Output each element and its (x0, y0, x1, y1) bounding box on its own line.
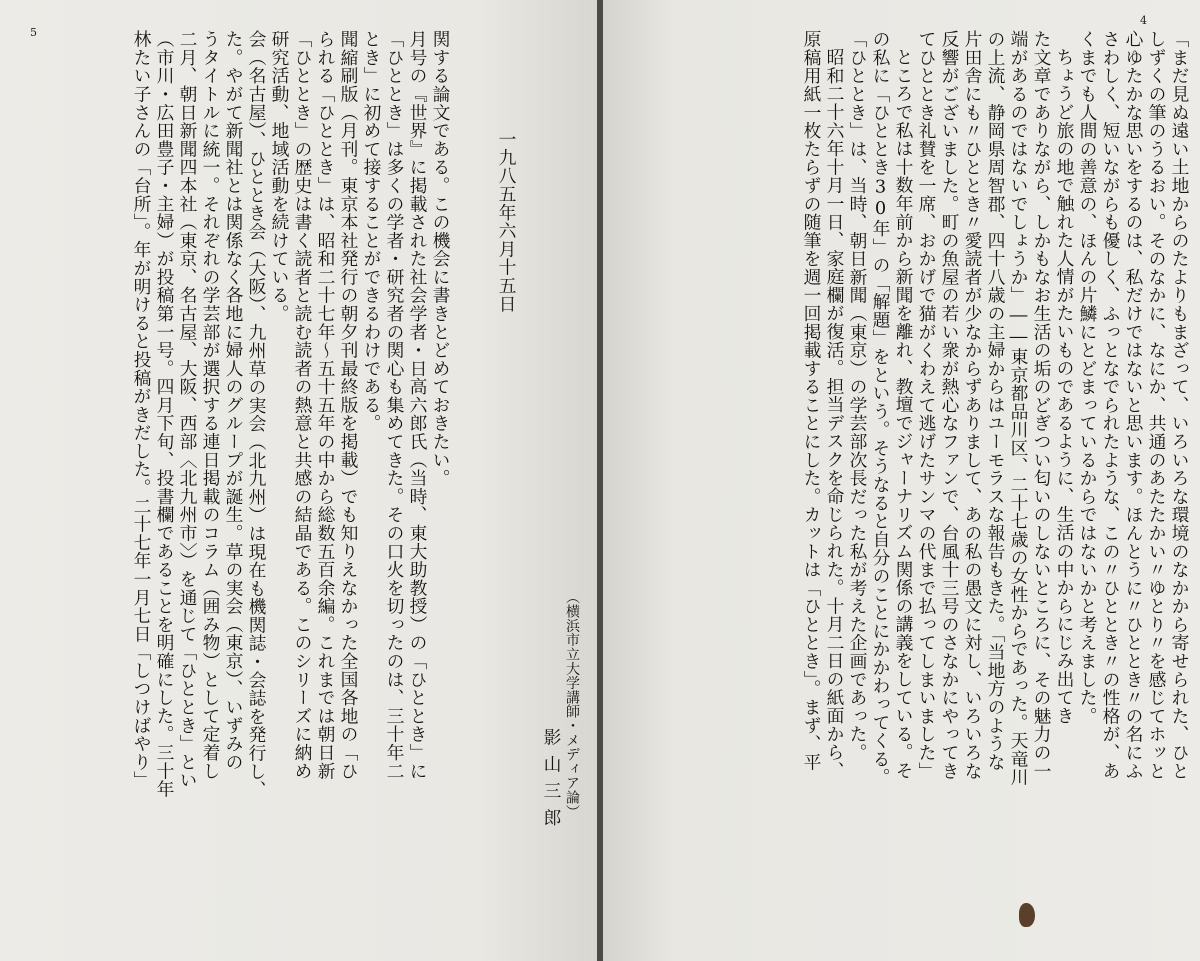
date-line: 一九八五年六月十五日 (496, 130, 517, 313)
text-column-10: 聞縮刷版（月刊。東京本社発行の朝夕刊最終版を掲載）でも知りえなかった全国各地の「ひ (338, 30, 359, 780)
page-number-right: 4 (1140, 14, 1147, 27)
text-column-17: 原稿用紙一枚たらずの随筆を週一回掲載することにした。カットは「ひととき」。まず、平 (801, 30, 822, 771)
author-affiliation: （横浜市立大学講師・メディア論） (564, 590, 580, 819)
text-column-6: ちょうど旅の地で触れた人情がたいものであるように、生活の中からにじみ出てき (1054, 48, 1075, 725)
text-column-13: 月号の『世界』に掲載された社会学者・日高六郎氏（当時、東大助教授）の「ひととき」に (407, 30, 428, 780)
text-column-5: くまでも人間の善意の、ほんの片鱗にとどまっているからではないかと考えました。 (1077, 30, 1098, 726)
text-column-4: うタイトルに統一。それぞれの学芸部が選択する連日掲載のコラム（囲み物）として定着し (200, 30, 221, 780)
text-column-1: 「まだ見ぬ遠い土地からのたよりもまざって、いろいろな環境のなかから寄せられた、ひと (1169, 30, 1190, 780)
text-column-2: （市川・広田豊子・主婦）が投稿第一号。四月下旬、投書欄であることを明確にした。三十年 (154, 30, 175, 799)
text-column-7: た文章でありながら、しかもなお生活の垢のどぎつい匂いのしないところに、その魅力の一 (1031, 30, 1052, 780)
text-column-9: の上流、静岡県周智郡、四十八歳の主婦からはユーモラスな報告もきた。「当地方のような (985, 30, 1006, 771)
text-column-8: 「ひととき」の歴史は書く読者と読む読者の熱意と共感の結晶である。このシリーズに納め (292, 30, 313, 780)
text-column-14: 関する論文である。この機会に書きとどめておきたい。 (430, 30, 451, 488)
right-page (603, 0, 1200, 961)
text-column-1: 林たい子さんの「台所」。年が明けると投稿がきだした。二十七年一月七日「しつけばやり」 (131, 30, 152, 790)
page-number-left: 5 (30, 26, 37, 39)
author-name: 影山三郎 (541, 728, 562, 836)
text-column-7: 研究活動、地域活動を続けている。 (269, 30, 290, 323)
ink-stain (1019, 903, 1035, 927)
text-column-12: てひととき礼賛を一席、おかげで猫がくわえて逃げたサンマの代まで払ってしまいました」 (916, 30, 937, 780)
text-column-10: 片田舎にも〃ひととき〃愛読者が少なからずありまして、あの私の愚文に対し、いろいろな (962, 30, 983, 780)
text-column-8: 端があるのではないでしょうか」――東京都品川区、二十七歳の女性からであった。天竜川 (1008, 30, 1029, 787)
text-column-15: 「ひととき」は、当時、朝日新聞（東京）の学芸部次長だった私が考えた企画であった。 (847, 30, 868, 762)
text-column-9: られる「ひととき」は、昭和二十七年～五十五年の中から総数五百余編。これまでは朝日新 (315, 30, 336, 780)
text-column-3: 心ゆたかな思いをするのは、私だけではないと思います。ほんとうに〃ひととき〃の名にふ (1123, 30, 1144, 780)
text-column-11: とき」に初めて接することができるわけである。 (361, 30, 382, 433)
text-column-2: しずくの筆のうるおい。そのなかに、なにか、共通のあたたかい〃ゆとり〃を感じてホッと (1146, 30, 1167, 780)
text-column-4: さわしく、短いながらも優しく、ふっとなでられたような、この〃ひととき〃の性格が、あ (1100, 30, 1121, 780)
text-column-5: た。やがて新聞社とは関係なく各地に婦人のグループが誕生。草の実会（東京）、いずみの (223, 30, 244, 771)
left-page (0, 0, 597, 961)
text-column-6: 会（名古屋）、ひととき会（大阪）、九州草の実会（北九州）は現在も機関誌・会誌を発行し、 (246, 30, 267, 799)
text-column-12: 「ひととき」は多くの学者・研究者の関心も集めてきた。その口火を切ったのは、三十年二 (384, 30, 405, 780)
text-column-3: 二月、朝日新聞四本社（東京、名古屋、大阪、西部〈北九州市〉）を通じて「ひととき」とい (177, 30, 198, 790)
text-column-14: の私に「ひととき30年」の「解題」をという。そうなると自分のことにかかわってくる。 (870, 30, 891, 787)
text-column-16: 昭和二十六年十月一日、家庭欄が復活。担当デスクを命じられた。十月二日の紙面から、 (824, 48, 845, 780)
text-column-11: 反響がございました。町の魚屋の若い衆が熱心なファンで、台風十三号のさなかにやってき (939, 30, 960, 780)
text-column-13: ところで私は十数年前から新聞を離れ、教壇でジャーナリズム関係の講義をしている。そ (893, 48, 914, 780)
